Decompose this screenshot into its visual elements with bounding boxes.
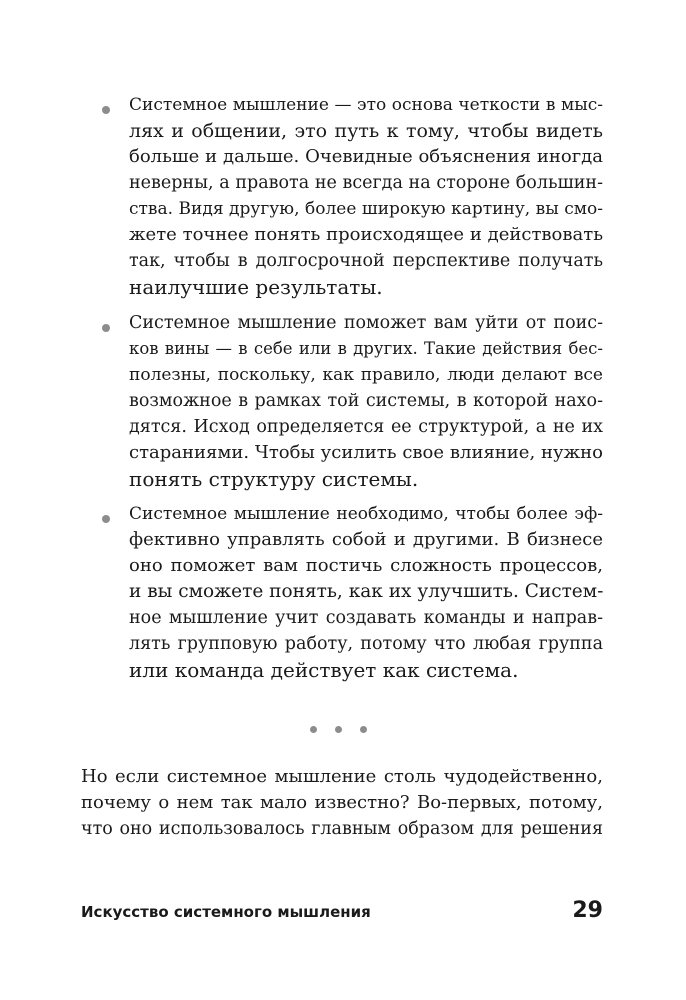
text-line: наилучшие результаты. — [129, 275, 383, 299]
text-line: неверны, а правота не всегда на стороне большин- — [129, 173, 603, 193]
text-line: ства. Видя другую, более широкую картину, вы смо- — [129, 199, 603, 219]
text-line: возможное в рамках той системы, в которой нахо- — [129, 391, 603, 411]
text-line: или команда действует как система. — [129, 658, 519, 682]
text-line: Системное мышление необходимо, чтобы более эф- — [129, 504, 603, 524]
bullet-dot-icon — [102, 515, 110, 523]
text-line: полезны, поскольку, как правило, люди делают все — [129, 365, 603, 385]
text-line: больше и дальше. Очевидные объяснения иногда — [129, 146, 603, 167]
text-line: и вы сможете понять, как их улучшить. Систем- — [129, 581, 604, 602]
text-line: стараниями. Чтобы усилить свое влияние, нужно — [129, 442, 603, 463]
text-line: фективно управлять собой и другими. В бизнесе — [129, 529, 603, 550]
separator-dot-icon — [335, 726, 342, 733]
page-number: 29 — [572, 898, 603, 923]
text-line: почему о нем так мало известно? Во-первых, потому, — [81, 792, 603, 813]
bullet-dot-icon — [102, 106, 110, 114]
separator-dot-icon — [310, 726, 317, 733]
text-line: так, чтобы в долгосрочной перспективе получать — [129, 251, 603, 271]
separator-dot-icon — [360, 726, 367, 733]
text-line: жете точнее понять происходящее и действовать — [129, 224, 603, 245]
running-footer-title: Искусство системного мышления — [81, 903, 371, 921]
text-line: лять групповую работу, потому что любая группа — [129, 634, 603, 654]
text-line: ков вины — в себе или в других. Такие действия бес- — [129, 339, 603, 358]
text-line: оно поможет вам постичь сложность процессов, — [129, 555, 603, 576]
bullet-dot-icon — [102, 324, 110, 332]
text-line: ное мышление учит создавать команды и направ- — [129, 608, 603, 628]
text-line: что оно использовалось главным образом для решения — [81, 819, 603, 839]
text-line: понять структуру системы. — [129, 467, 419, 491]
text-line: дятся. Исход определяется ее структурой, а не их — [129, 417, 603, 437]
text-line: Но если системное мышление столь чудодейственно, — [81, 766, 603, 787]
text-line: Системное мышление — это основа четкости в мыс- — [129, 95, 603, 115]
text-line: лях и общении, это путь к тому, чтобы видеть — [129, 120, 603, 142]
text-line: Системное мышление поможет вам уйти от поис- — [129, 313, 603, 333]
